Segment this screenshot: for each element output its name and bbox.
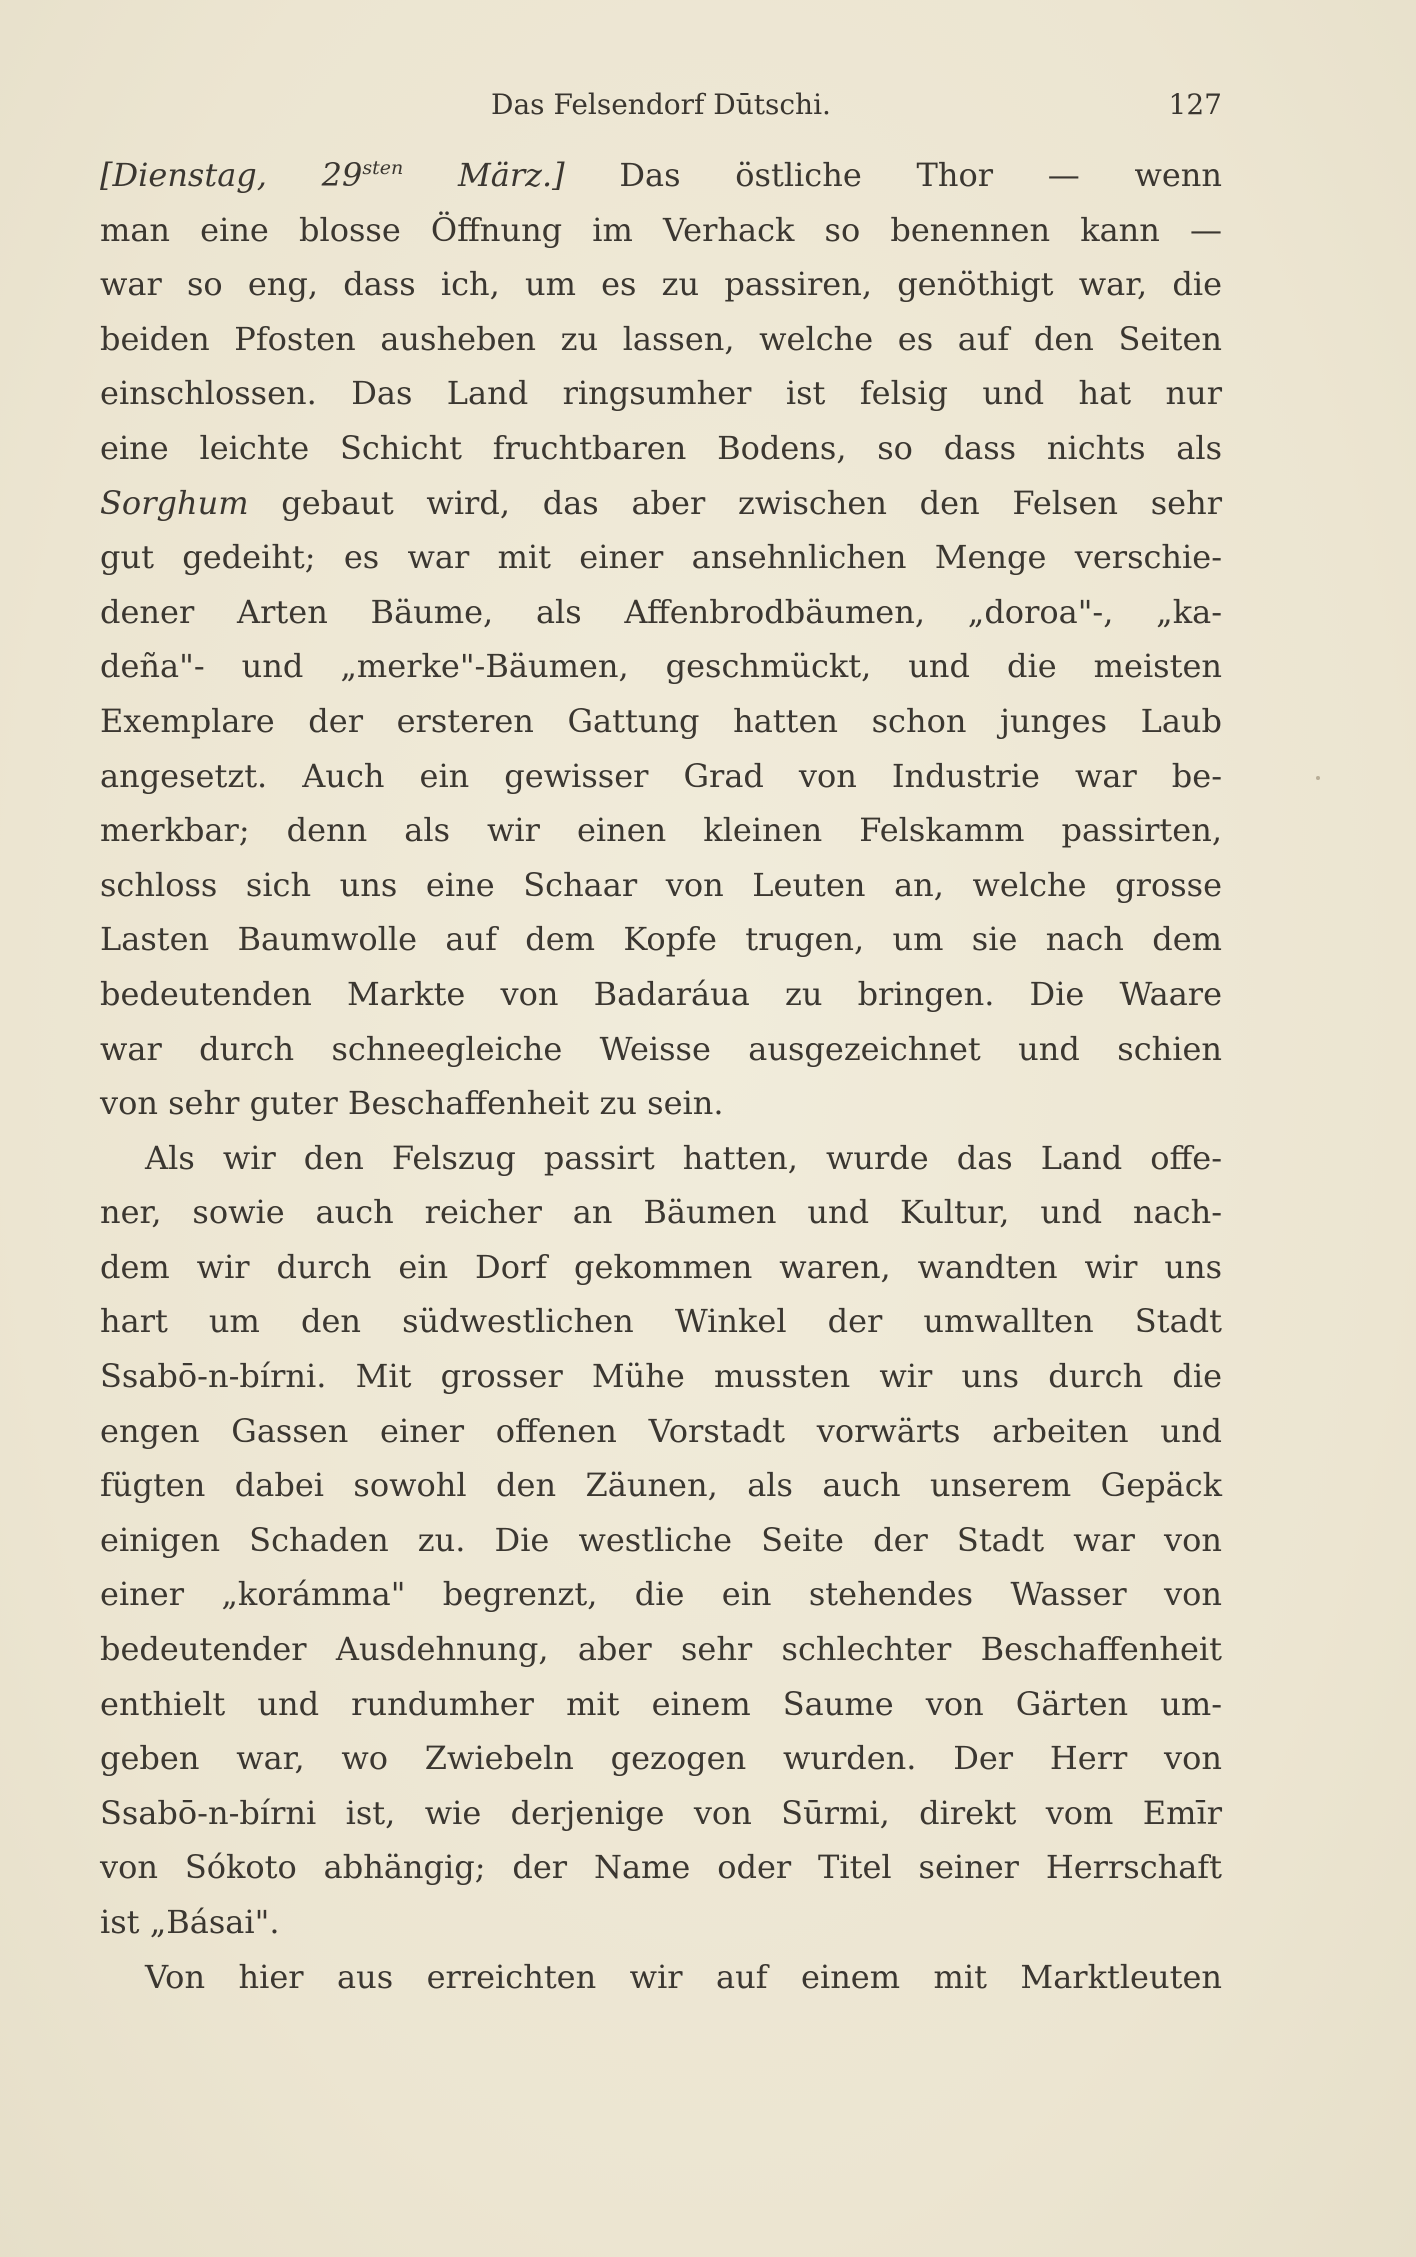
text-line: von Sókoto abhängig; der Name oder Titel seiner Herrschaft bbox=[100, 1848, 1222, 1887]
text-line: Von hier aus erreichten wir auf einem mit Marktleuten bbox=[145, 1957, 1222, 1996]
text-line: Lasten Baumwolle auf dem Kopfe trugen, um sie nach dem bbox=[100, 920, 1222, 959]
line-text: gebaut wird, das aber zwischen den Felsen sehr bbox=[248, 483, 1222, 522]
text-line: eine leichte Schicht fruchtbaren Bodens, so dass nichts als bbox=[100, 428, 1222, 467]
text-line: deña"- und „merke"-Bäumen, geschmückt, und die meisten bbox=[100, 647, 1222, 686]
text-line: einigen Schaden zu. Die westliche Seite der Stadt war von bbox=[100, 1520, 1222, 1559]
text-line: schloss sich uns eine Schaar von Leuten an, welche grosse bbox=[100, 865, 1222, 904]
text-line bbox=[100, 476, 1222, 531]
line-text: Das östliche Thor — wenn bbox=[564, 156, 1223, 194]
paper-speck bbox=[1316, 776, 1320, 780]
body-text bbox=[100, 148, 1222, 2004]
text-line: engen Gassen einer offenen Vorstadt vorwärts arbeiten und bbox=[100, 1411, 1222, 1450]
date-month: März. bbox=[403, 156, 553, 194]
text-line bbox=[100, 148, 1222, 203]
text-line: dem wir durch ein Dorf gekommen waren, wandten wir uns bbox=[100, 1247, 1222, 1286]
text-line: gut gedeiht; es war mit einer ansehnlichen Menge verschie- bbox=[100, 538, 1222, 577]
running-title: Das Felsendorf Dūtschi. bbox=[491, 88, 831, 121]
species-term: Sorghum bbox=[100, 483, 249, 522]
paragraph-3 bbox=[100, 1950, 1222, 2005]
text-line: hart um den südwestlichen Winkel der umwallten Stadt bbox=[100, 1302, 1222, 1341]
paragraph-1 bbox=[100, 148, 1222, 1131]
date-comma: , bbox=[256, 156, 322, 194]
text-line: enthielt und rundumher mit einem Saume von Gärten um- bbox=[100, 1684, 1222, 1723]
date-bracket-close: ] bbox=[552, 156, 565, 194]
page-number: 127 bbox=[1168, 88, 1222, 121]
text-line: Ssabō-n-bírni ist, wie derjenige von Sūrmi, direkt vom Emīr bbox=[100, 1793, 1222, 1832]
text-line: einschlossen. Das Land ringsumher ist felsig und hat nur bbox=[100, 374, 1222, 413]
text-line: geben war, wo Zwiebeln gezogen wurden. Der Herr von bbox=[100, 1739, 1222, 1778]
text-line: Als wir den Felszug passirt hatten, wurde das Land offe- bbox=[145, 1138, 1222, 1177]
text-line: Ssabō-n-bírni. Mit grosser Mühe mussten wir uns durch die bbox=[100, 1357, 1222, 1396]
text-line: beiden Pfosten ausheben zu lassen, welche es auf den Seiten bbox=[100, 319, 1222, 358]
date-note bbox=[100, 156, 565, 194]
text-line: fügten dabei sowohl den Zäunen, als auch unserem Gepäck bbox=[100, 1466, 1222, 1505]
text-line: ist „Básai". bbox=[100, 1903, 280, 1941]
text-line: war so eng, dass ich, um es zu passiren, genöthigt war, die bbox=[100, 265, 1222, 304]
text-line: bedeutender Ausdehnung, aber sehr schlechter Beschaffenheit bbox=[100, 1630, 1222, 1669]
text-line: angesetzt. Auch ein gewisser Grad von Industrie war be- bbox=[100, 756, 1222, 795]
text-line: Exemplare der ersteren Gattung hatten schon junges Laub bbox=[100, 701, 1222, 740]
date-bracket-open: [ bbox=[100, 156, 113, 194]
text-line: bedeutenden Markte von Badaráua zu bringen. Die Waare bbox=[100, 974, 1222, 1013]
text-line: dener Arten Bäume, als Affenbrodbäumen, „doroa"-, „ka- bbox=[100, 592, 1222, 631]
date-day: 29 bbox=[321, 156, 363, 194]
date-weekday: Dienstag bbox=[112, 156, 257, 194]
text-line: merkbar; denn als wir einen kleinen Felskamm passirten, bbox=[100, 811, 1222, 850]
running-head bbox=[100, 88, 1222, 128]
date-day-suffix: sten bbox=[362, 157, 404, 179]
text-line: einer „korámma" begrenzt, die ein stehendes Wasser von bbox=[100, 1575, 1222, 1614]
text-line: man eine blosse Öffnung im Verhack so benennen kann — bbox=[100, 210, 1222, 249]
text-line: von sehr guter Beschaffenheit zu sein. bbox=[100, 1084, 724, 1123]
paragraph-2 bbox=[100, 1131, 1222, 1950]
text-line: war durch schneegleiche Weisse ausgezeichnet und schien bbox=[100, 1029, 1222, 1068]
text-line: ner, sowie auch reicher an Bäumen und Kultur, und nach- bbox=[100, 1193, 1222, 1232]
